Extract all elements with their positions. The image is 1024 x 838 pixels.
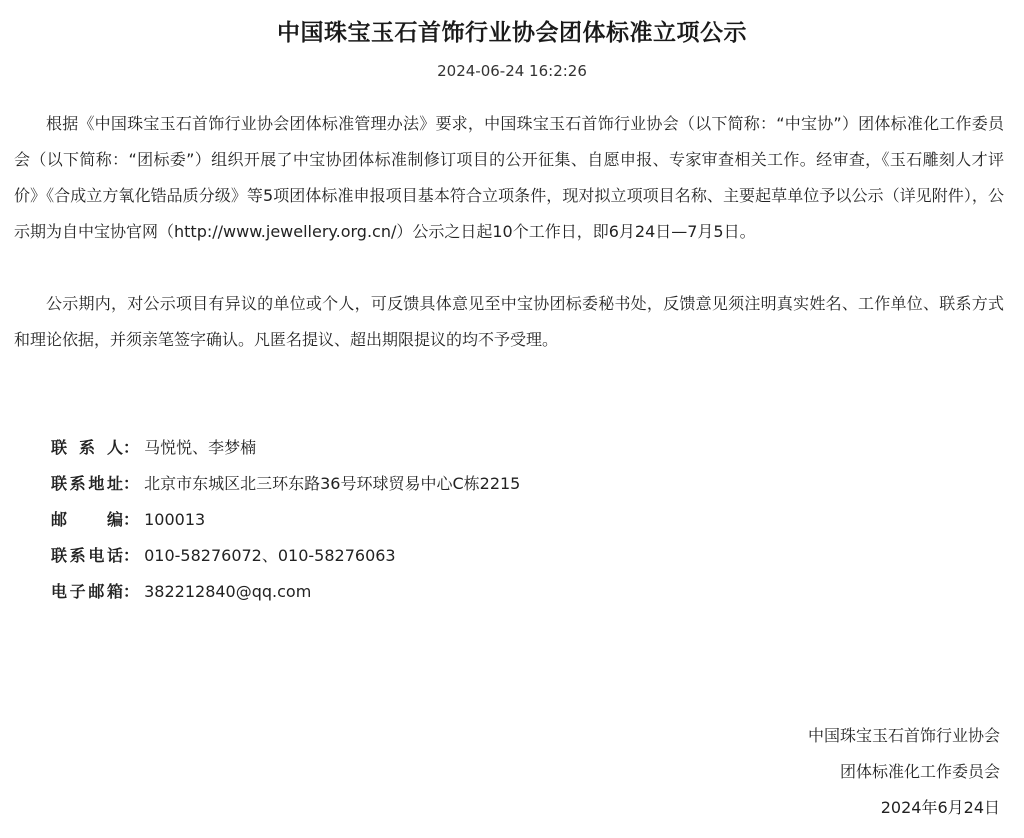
- contact-colon: ：: [123, 582, 140, 601]
- contact-value: 马悦悦、李梦楠: [144, 438, 257, 457]
- contact-colon: ：: [123, 546, 140, 565]
- contact-value: 382212840@qq.com: [144, 582, 312, 601]
- signoff-org: 中国珠宝玉石首饰行业协会: [807, 726, 1000, 745]
- contact-row-phone: [51, 538, 520, 574]
- publish-date: 2024-06-24 16:2:26: [437, 62, 587, 80]
- body-paragraph-2: 公示期内，对公示项目有异议的单位或个人，可反馈具体意见至中宝协团标委秘书处，反馈意见须注明真实姓名、工作单位、联系方式和理论依据，并须亲笔签字确认。凡匿名提议、超出期限提议的均不予受理。: [14, 294, 1004, 349]
- contact-label: 联系地址: [51, 474, 123, 493]
- contact-colon: ：: [123, 474, 140, 493]
- signoff-date: 2024年6月24日: [880, 798, 1000, 817]
- contact-label: 联系人: [51, 438, 123, 457]
- contact-label: 电子邮箱: [51, 582, 123, 601]
- contact-value: 100013: [144, 510, 206, 529]
- signoff-committee: 团体标准化工作委员会: [839, 762, 1000, 781]
- contact-list: [51, 430, 520, 610]
- body-paragraph-1: 根据《中国珠宝玉石首饰行业协会团体标准管理办法》要求，中国珠宝玉石首饰行业协会（以下简称：“中宝协”）团体标准化工作委员会（以下简称：“团标委”）组织开展了中宝协团体标准制修订项目的公开征集、自愿申报、专家审查相关工作。经审查，《玉石雕刻人才评价》《合成立方氧化锆品质分级》等5项团体标准申报项目基本符合立项条件，现对拟立项项目名称、主要起草单位予以公示（详见附件），公示期为自中宝协官网（http://www.jewellery.org.cn/）公示之日起10个工作日，即6月24日—7月5日。: [14, 114, 1004, 241]
- contact-label: 邮编: [51, 510, 123, 529]
- contact-row-person: [51, 430, 520, 466]
- contact-value: 010-58276072、010-58276063: [144, 546, 396, 565]
- contact-row-email: [51, 574, 520, 610]
- contact-row-address: [51, 466, 520, 502]
- contact-value: 北京市东城区北三环东路36号环球贸易中心C栋2215: [144, 474, 521, 493]
- page-title: 中国珠宝玉石首饰行业协会团体标准立项公示: [277, 20, 747, 46]
- contact-label: 联系电话: [51, 546, 123, 565]
- contact-colon: ：: [123, 510, 140, 529]
- announcement-body: [14, 106, 1004, 358]
- contact-colon: ：: [123, 438, 140, 457]
- signoff: [808, 718, 1000, 826]
- contact-row-postcode: [51, 502, 520, 538]
